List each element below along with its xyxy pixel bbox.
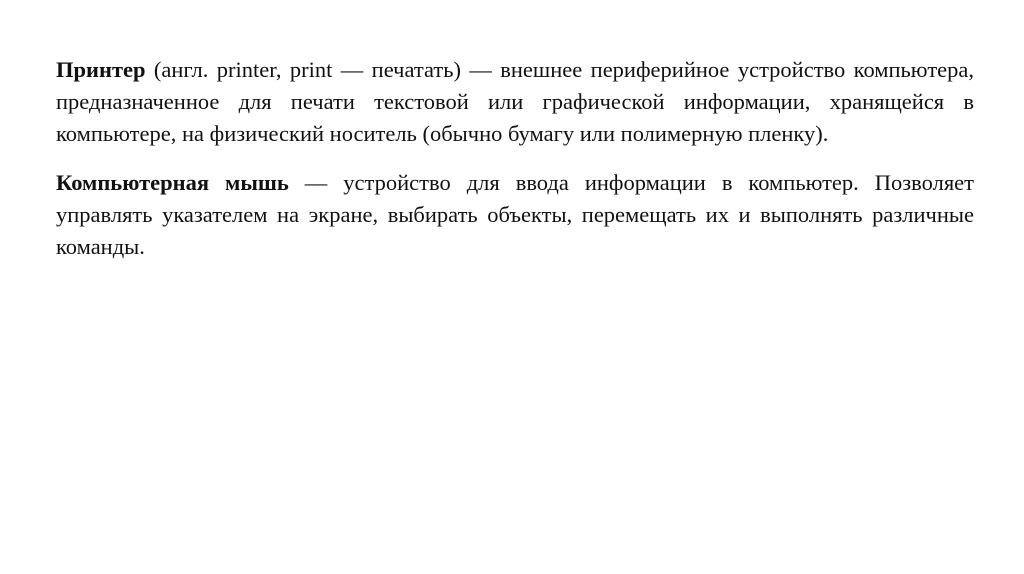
mouse-term: Компьютерная мышь — [56, 170, 289, 195]
printer-term: Принтер — [56, 57, 146, 82]
mouse-definition — [56, 167, 974, 263]
mouse-description: — устройство для ввода информации в компьютер. Позволяет управлять указателем на экране, выбирать объекты, перемещать их и выполнять различные команды. — [56, 170, 974, 259]
slide-content — [56, 54, 974, 263]
printer-definition — [56, 54, 974, 150]
printer-description: (англ. printer, print — печатать) — внешнее периферийное устройство компьютера, предназначенное для печати текстовой или графической информации, хранящейся в компьютере, на физический носитель (обычно бумагу или полимерную пленку). — [56, 57, 974, 146]
